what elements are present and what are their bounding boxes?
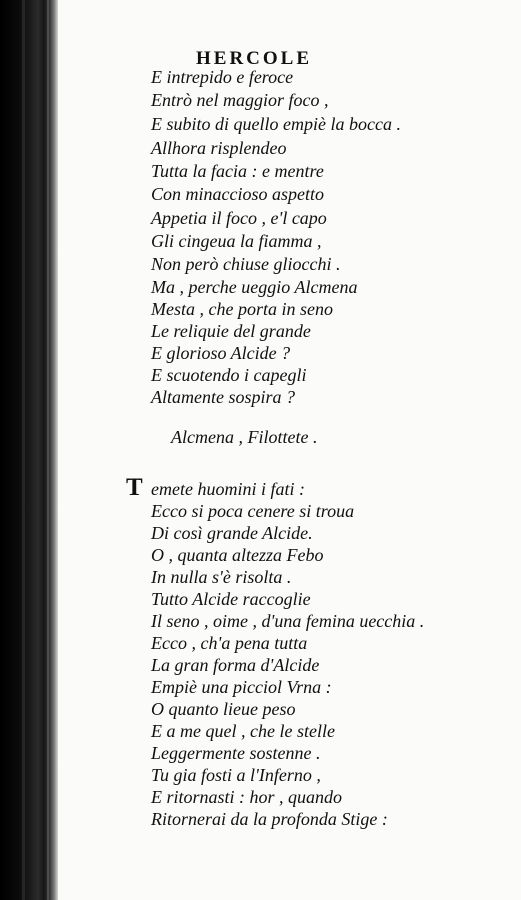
binding-gutter — [0, 0, 58, 900]
verse-line: E subito di quello empiè la bocca . — [151, 114, 401, 134]
verse-line: Tu gia fosti a l'Inferno , — [151, 765, 321, 785]
verse-line: E glorioso Alcide ? — [151, 343, 291, 363]
verse-line: Con minaccioso aspetto — [151, 184, 324, 204]
running-head: HERCOLE — [196, 48, 313, 69]
gutter-shadow — [47, 0, 49, 900]
verse-line: Leggermente sostenne . — [151, 743, 321, 763]
verse-line: Il seno , oime , d'una femina uecchia . — [151, 611, 425, 631]
verse-line: Ecco si poca cenere si troua — [151, 501, 355, 521]
verse-line: Non però chiuse gliocchi . — [151, 254, 341, 274]
verse-line: Gli cingeua la fiamma , — [151, 231, 322, 251]
verse-line: Allhora risplendeo — [151, 138, 287, 158]
verse-line: Appetia il foco , e'l capo — [151, 208, 327, 228]
verse-line: E a me quel , che le stelle — [151, 721, 335, 741]
verse-line: Tutto Alcide raccoglie — [151, 589, 311, 609]
verse-line: Le reliquie del grande — [151, 321, 311, 341]
verse-line: O , quanta altezza Febo — [151, 545, 324, 565]
verse-line: Empiè una picciol Vrna : — [151, 677, 332, 697]
verse-line: Ritornerai da la profonda Stige : — [151, 809, 388, 829]
verse-line: Ma , perche ueggio Alcmena — [151, 277, 358, 297]
verse-line: Di così grande Alcide. — [151, 523, 313, 543]
verse-line: O quanto lieue peso — [151, 699, 296, 719]
verse-line: Mesta , che porta in seno — [151, 299, 333, 319]
verse-line: E ritornasti : hor , quando — [151, 787, 343, 807]
verse-line: In nulla s'è risolta . — [151, 567, 292, 587]
gutter-shadow — [22, 0, 25, 900]
verse-line: Tutta la facia : e mentre — [151, 161, 324, 181]
verse-line: E intrepido e feroce — [151, 67, 294, 87]
verse-line: La gran forma d'Alcide — [151, 655, 320, 675]
verse-line: Altamente sospira ? — [151, 387, 295, 407]
verse-line: E scuotendo i capegli — [151, 365, 307, 385]
speaker-heading: Alcmena , Filottete . — [171, 427, 318, 447]
verse-line: Entrò nel maggior foco , — [151, 90, 329, 110]
verse-line: emete huomini i fati : — [151, 479, 305, 499]
drop-cap: T — [126, 474, 143, 501]
verse-line: Ecco , ch'a pena tutta — [151, 633, 308, 653]
